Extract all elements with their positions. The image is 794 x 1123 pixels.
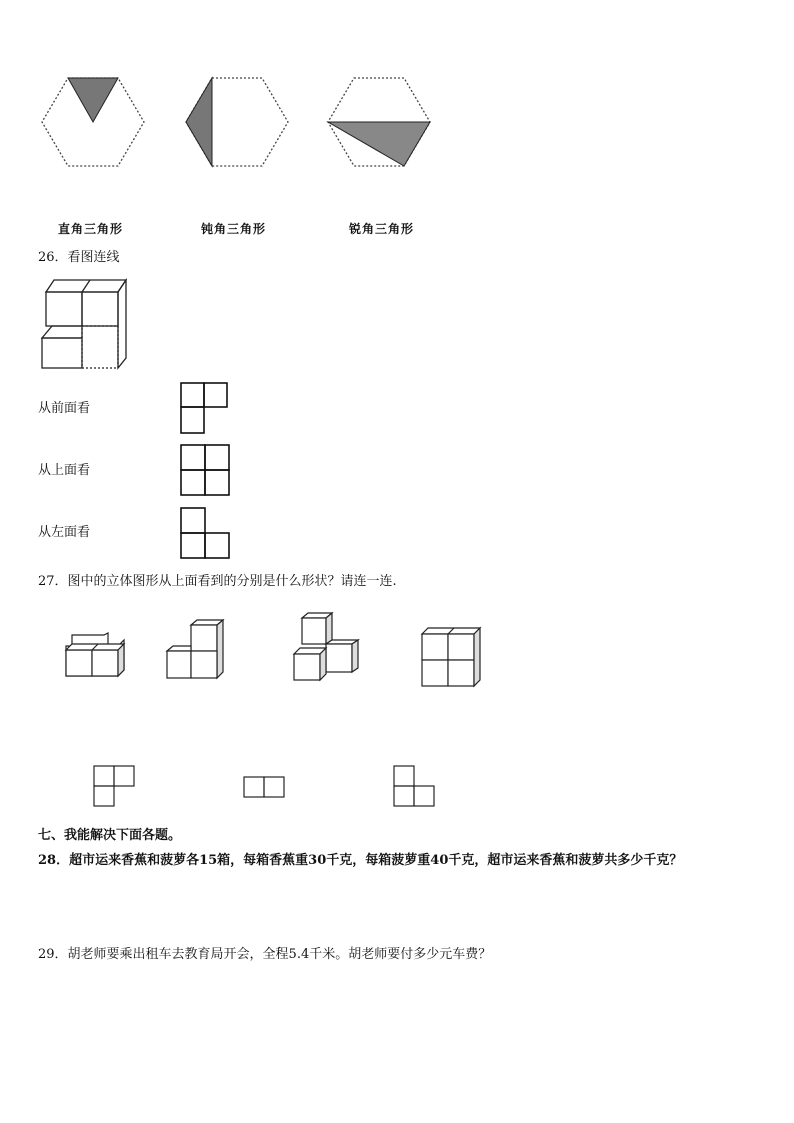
q29-text: 29．胡老师要乘出租车去教育局开会，全程5.4千米。胡老师要付多少元车费？: [38, 947, 492, 962]
hexagon-right-triangle: [40, 76, 146, 168]
q27-title: 27．图中的立体图形从上面看到的分别是什么形状？请连一连.: [38, 574, 397, 589]
caption-acute-triangle: 锐角三角形: [349, 222, 415, 236]
view-front-label: 从前面看: [38, 401, 91, 416]
view-shape-square-2x2: [180, 444, 232, 498]
hexagon-obtuse-triangle: [184, 76, 290, 168]
q27-solid-1: [64, 632, 126, 680]
q26-solid-figure: [40, 278, 132, 372]
view-left-label: 从左面看: [38, 525, 91, 540]
q27-top-view-1: [93, 765, 137, 807]
q26-title: 26．看图连线: [38, 250, 120, 265]
view-shape-l-top: [180, 382, 230, 436]
view-top-label: 从上面看: [38, 463, 91, 478]
q27-top-view-2: [243, 776, 287, 798]
caption-right-triangle: 直角三角形: [58, 222, 124, 236]
q27-top-view-3: [393, 765, 437, 807]
section-7-title: 七、我能解决下面各题。: [38, 828, 182, 843]
q28-text: 28．超市运来香蕉和菠萝各15箱，每箱香蕉重30千克，每箱菠萝重40千克，超市运来香蕉和菠萝共多少千克？: [38, 853, 683, 868]
hexagon-acute-triangle: [326, 76, 432, 168]
q27-solid-4: [420, 626, 484, 688]
view-shape-l-bottom: [180, 507, 232, 561]
caption-obtuse-triangle: 钝角三角形: [201, 222, 267, 236]
q27-solid-2: [165, 620, 227, 680]
q27-solid-3: [292, 612, 362, 682]
